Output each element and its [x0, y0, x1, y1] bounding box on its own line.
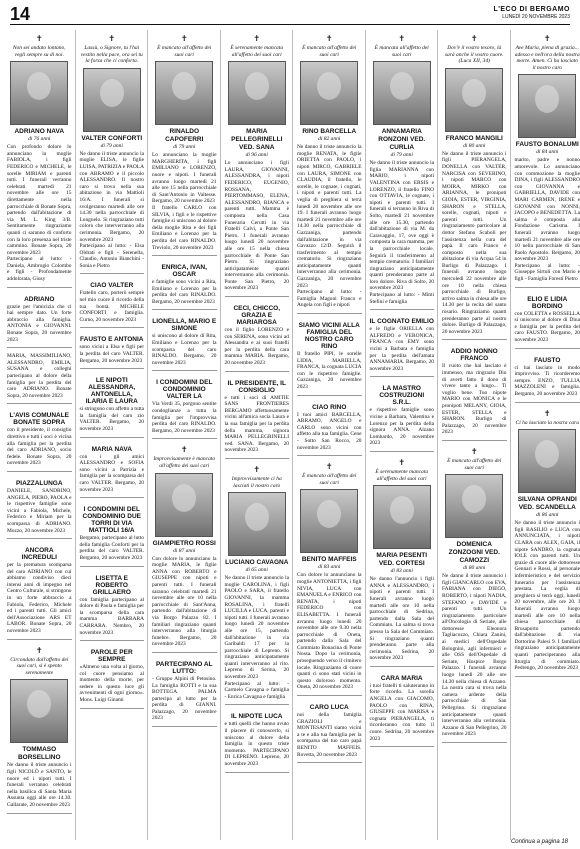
deceased-name: SILVANA OPRANDI VED. SCANDELLA — [517, 496, 577, 512]
notice-text: Ne danno il triste annuncio i figli BASILIO e LUCA con ANNUNCIATA, i nipoti CLARA con ALEX, GAIA, il nipote SANDRO, la cognata IOLE con parenti tutti. Un grazie di cuore alle dottoresse Gennari e Rossi, al personale infermieristico e del servizio funerario per l'assistenza prestata. La veglia di preghiera si terrà oggi, lunedì 20 novembre, alle ore 20. I funerali avranno luogo martedì alle ore 10 nella chiesa parrocchiale di Brusaporto partendo dall'abitazione di via Dottorino Palesi 9. I familiari ringraziano anticipatamente quanti parteciperanno alla liturgia di commiato. Pedrengo, 20 novembre 2023 — [514, 520, 580, 672]
continue-note: Continua a pagina 18 — [510, 839, 568, 845]
deceased-age: di 83 anni — [390, 568, 413, 575]
obituary-notice — [225, 30, 290, 297]
page-header — [10, 6, 570, 25]
obituary-notice — [297, 30, 362, 314]
notice-text: e rispettive famiglie sono vicine a Barbara, Valentina e Lorenzo per la perdita della signora ANNA. Alzano Lombardo, 20 novembre 2023 — [369, 407, 434, 447]
notice-text: Bergamo, partecipano al lutto della famiglia Conforti per la perdita del caro VALTER. Bergamo, 20 novembre 2023 — [79, 535, 144, 561]
notice-heading: PARTECIPANO AL LUTTO: — [155, 660, 213, 675]
deceased-name: FAUSTO BONALUMI — [515, 141, 579, 149]
notice-text: Via Verdi 35, porgono sentite condoglianze a tutta la famiglia per l'improvvisa perdita del caro RINALDO. Bergamo, 20 novembre 2023 — [152, 401, 217, 434]
cross-icon: ✝ — [35, 645, 43, 655]
notice-text: si stringono con affetto a tutta la famiglia del caro zio VALTER. Bergamo, 20 novembre 2023 — [79, 406, 144, 432]
obituary-notice — [7, 30, 72, 288]
notice-participants: Partecipano al lutto: - Carmelo Cavagna e famiglia - Enrica Cavagna e famiglia — [224, 680, 289, 700]
deceased-name: RINO BARCELLA — [302, 128, 357, 136]
deceased-name: MARIA PESENTI VED. CORTESI — [376, 552, 428, 568]
cross-icon: ✝ — [108, 34, 116, 43]
obituary-notice — [515, 290, 580, 349]
obituary-notice — [7, 406, 72, 472]
notice-heading: ANCORA INCREDULI — [21, 547, 57, 562]
obituary-notice — [80, 276, 145, 328]
obituary-notice — [7, 474, 72, 539]
deceased-age: di 80 anni — [463, 142, 486, 149]
deceased-age: di 76 anni — [28, 136, 51, 143]
deceased-age: di 86 anni — [536, 512, 559, 519]
cross-icon: ✝ — [180, 445, 188, 455]
notice-heading: IL COGNATO EMILIO — [369, 318, 434, 326]
deceased-name: DOMENICA ZONZOGNI VED. CAMOZZI — [448, 541, 500, 565]
notice-text: per la prematura scomparsa del caro ADRIANO con cui abbiamo condiviso dieci intensi anni di impegno nel Centro Culturale, si stringono in un forte abbraccio a Fabiola, Federico, Michele ed i parenti tutti. Gli amici dell'Associazione ARS ET LABOR. Bonate Sopra, 20 novembre 2023 — [7, 562, 72, 635]
notice-text: Il fratello PIPI, le sorelle LIDIA, MARIELLA, FRANCA, la cognata LUCIA con le rispettive famiglie. Gazzaniga, 20 novembre 2023 — [297, 351, 362, 390]
issue-date: LUNEDÌ 20 NOVEMBRE 2023 — [502, 14, 570, 20]
notice-text: e famiglie sono vicini a Rita, Emiliano e Lorenzo per la perdita del caro RINALDO. Bergamo, 20 novembre 2023 — [152, 279, 217, 305]
notice-participants: Partecipano al lutto: - Giuseppe Sirtoli con Mario e figli - Famiglia Forestí Pietro — [514, 262, 580, 283]
notice-text: Con dolore lo annunciano la moglie MARIA, le figlie ANNA con ROBERTO e GIUSEPPE con nipoti e parenti tutti. I funerali saranno celebrati martedì 21 novembre alle ore 10 nella parrocchiale di Sant'Anna, partendo dall'abitazione di via Borgo Palazzo 82. I familiari ringraziano quanti interverranno alla liturgia funebre. Bergamo, 20 novembre 2023 — [152, 555, 217, 648]
notice-intro: Improvvisamente ci ha lasciati il nostro caro — [231, 475, 282, 489]
notice-heading: SIAMO VICINI ALLA FAMIGLIA DEL NOSTRO CARO RINO — [298, 322, 360, 351]
notice-heading: LA MASTRO COSTRUZIONI S.R.L. — [379, 385, 425, 407]
notice-heading: LE NIPOTI ALESSANDRA, ANTONELLA, ILARIA E LAURA — [85, 377, 138, 406]
deceased-name: TOMMASO BORSELLINO — [17, 746, 61, 762]
obituary-notice — [152, 258, 217, 310]
notice-heading: CIAO VALTER — [90, 282, 134, 290]
notice-heading: ADDIO NONNO FRANCO — [450, 348, 498, 363]
deceased-name: LUCIANO CAVAGNA — [225, 559, 289, 567]
notice-text: I tuoi amici BARCELLA, ABRAMO, ANGELO e CARLO sono vicini con affetto alla tua famiglia. Cene - Sotto San Rocco, 20 novembre 2023 — [297, 411, 362, 451]
obituary-notice — [80, 371, 145, 437]
deceased-age: di 96 anni — [245, 152, 268, 159]
notice-heading: ADRIANO — [24, 295, 55, 303]
page-number: 14 — [10, 4, 31, 24]
obituary-notice — [80, 440, 145, 499]
obituary-notice — [7, 642, 72, 814]
newspaper-name: L'ECO DI BERGAMO — [493, 6, 570, 13]
obituary-notice — [80, 30, 145, 274]
notice-heading: CARA MARIA — [380, 674, 423, 682]
deceased-age: di 79 anni — [100, 142, 123, 149]
deceased-name: BENITO MAFFEIS — [301, 556, 357, 564]
notice-text: Ne danno il triste annuncio i figli PIERANGELA, DONELLA con VALTER, NARCISA con SEVERINO, i nipoti MARCO con MOIRA, MIRKO con ARIANNA, le pronipoti GIOIA, ESTER, VIRGINIA, SHARON e STELLA, sorelle, cognati, nipoti e parenti tutti. Un ringraziamento particolare al dottor Stefano Scaboli per l'assistenza nella cura del papà. Il caro Franco è composto nella sua abitazione di via Acqua 54 in Burligo di Palazzago. I funerali avranno luogo mercoledì 22 novembre alle ore 10 nella chiesa parrocchiale di Burligo, arrivo salma in chiesa alle ore 14.30 per la recita del santo rosario. Ringraziamo quanti prenderanno parte al nostro dolore. Burligo di Palazzago, 20 novembre 2023 — [442, 150, 507, 335]
deceased-age: di 83 anni — [318, 564, 341, 571]
notice-intro: È mancato all'affetto dei suoi cari — [447, 457, 502, 471]
notice-heading: FAUSTO — [534, 356, 561, 364]
cross-icon: ✝ — [398, 34, 406, 43]
notice-intro: Ci ha lasciato la nostra cara — [515, 419, 579, 426]
portrait-photo — [518, 429, 576, 493]
deceased-name: RINALDO CAPOFERRI — [165, 128, 204, 144]
deceased-age: di 84 anni — [536, 149, 559, 156]
notice-text: con famiglia partecipano al dolore di Paola e famiglia per la scomparsa della cara mamma BARBARA CARRARA. Nembro, 20 novembre 2023 — [79, 596, 144, 636]
cross-icon: ✝ — [35, 34, 43, 43]
notice-text: Ne danno il triste annuncio la moglie CAROLINA, i figli PAOLO e SARA, il fratello GIOVANNI, la mamma ROSALINA, i fratelli LUCILLA e LUCA, parenti e nipoti tutti. I funerali avranno luogo lunedì 20 novembre alle ore 15, partendo dall'abitazione in via Garibaldi 17 per la parrocchiale di Lepreno. Si ringraziano anticipatamente quanti interverranno al rito. Lepreno di Serina, 20 novembre 2023 — [224, 575, 289, 681]
notice-text: marito, padre e nonno amorevole. Lo annunciano con commozione la moglie DINA, i figli ALESSANDRO con GIOVANNA e GABRIELLA, DAVIDE con MARI CARMEN, IRENE e GIOVANNI con NONNI, JACOPO e BENEDETTA. La salma è composta alla Fondazione Carisma. I funerali avranno luogo martedì 21 novembre alle ore 10 nella parrocchiale di San Paolo Apostolo. Bergamo, 20 novembre 2023 — [514, 157, 580, 263]
portrait-photo — [155, 473, 213, 537]
column-1 — [4, 30, 76, 840]
deceased-age: di 65 anni — [245, 567, 268, 574]
notice-text: Il vuoto che hai lasciato è immenso, ma ringrazio Dio di averti fatto il dono di vivere tanto a lungo... Ti voglio bene. Tuo nipote MARIO con MONICA e le pronipoti MELANY, GIOIA, ESTER, STELLA e SHARON. Burligo di Palazzago, 20 novembre 2023 — [442, 363, 507, 436]
notice-text: con i gli amici ALESSANDRO e SOFIA sono vicini a Patrizia e famiglia per la scomparsa del caro VALTER. Bergamo, 20 novembre 2023 — [79, 453, 144, 493]
cross-icon: ✝ — [398, 457, 406, 467]
portrait-photo — [445, 68, 503, 132]
obituary-notice — [515, 351, 580, 403]
notice-text: Ne danno il triste annuncio la figlia MARIANNA con MARIO, i nipoti VALENTINA con ERSIS e LORENZO, il fratello FINO con OTTAVIA, le cognate, i nipoti e parenti tutti. I funerali si terranno in Riva di Solto, martedì 21 novembre alle ore 15.30, partendo dall'abitazione di via M. da Caravaggio, 17, ove oggi è composta la cara mamma, per la parrocchiale locale. Seguirà il trasferimento al tempio crematorio. I familiari ringraziano anticipatamente quanti prenderanno parte al loro dolore. Riva di Solto, 20 novembre 2023 — [369, 160, 435, 292]
obituary-notice — [80, 500, 145, 566]
notice-heading: LIONELLA, MARIO E SIMONE — [152, 318, 217, 333]
notice-intro: È mancato all'affetto dei suoi cari — [302, 473, 357, 486]
notice-text: Ne danno l'annuncio i figli ANNA e ALESSANDRO, i nipoti e parenti tutti. I funerali avranno luogo martedì alle ore 10 nella parrocchiale di Sedrina, partendo dalla Sala del Commiato. La salma si trova presso la Sala del Commiato. Si ringraziano quanti prenderanno parte alla cerimonia. Sedrina, 20 novembre 2023 — [369, 576, 434, 662]
cross-icon: ✝ — [253, 34, 261, 43]
column-6 — [367, 30, 439, 840]
notice-heading: CIAO RINO — [312, 403, 347, 411]
notice-text: i tuoi fratelli ti saluteranno in forte ricordo. La sorella ANGELA con GIACOMO, PAOLO con RINA, GIUSEPPE con MARISA e cognata PIERANGELA, ti ricorderanno con tutto il cuore. Sedrina, 20 novembre 2023 — [369, 682, 434, 742]
notice-text: noi della famiglia GRAZIOLI e MONTESANTI siamo vicini a te e alla tua famiglia per la scomparsa del tuo caro papà BENITO MAFFEIS. Rovetta, 20 novembre 2023 — [297, 712, 362, 758]
obituary-notice — [152, 373, 217, 439]
notice-text: MARIA, MASSIMILIANO, ALESSANDRO, EMILIA, SUSANA e colleghi partecipano al dolore della famiglia per la perdita del caro ADRIANO. Bonate Sopra, 20 novembre 2023 — [7, 353, 72, 399]
notice-text: sono vicini a Elsa e figli per la perdita del caro VALTER. Bergamo, 20 novembre 2023 — [79, 344, 144, 364]
notice-text: con il presidente, il consiglio direttivo e tutti i soci è vicina alla famiglia per la perdita del caro ADRIANO, socio fedele. Bonate Sopra, 20 novembre 2023 — [7, 427, 72, 467]
portrait-photo — [518, 74, 576, 138]
deceased-name: FRANCO MANGILI — [445, 134, 503, 142]
notice-heading: LISETTA E ROBERTO GRILLAERO — [92, 574, 131, 596]
notice-heading: CECI, CHICCO, GRAZIA E MARIAROSA — [233, 305, 281, 327]
notice-heading: PAROLE PER SEMPRE — [90, 649, 133, 664]
notice-quote: Dov'è il vostro tesoro, là sarà anche il vostro cuore. (Luca XII, 34) — [444, 45, 504, 65]
deceased-name: MARIA PELLEGRINELLI VED. SANA — [231, 128, 283, 152]
notice-text: si uniscono al dolore di Rita, Emiliano e Lorenzo per la scomparsa del caro RINALDO. Bergamo, 20 novembre 2023 — [152, 333, 217, 366]
obituary-notice — [297, 316, 362, 396]
notice-text: Lo annunciano i figli LAURA, GIOVANNI, ALESSANDRA, i nipoti FEDERICO, EUGENIO, ROSSANA, PIERTOMMASO, ELENA, ALESSANDRO, BIANCA e parenti tutti. Mamma è composta nella Casa Funeraria Cerutti in via Fratelli Calvi, a Ponte San Pietro. I funerali avranno luogo lunedì 20 novembre alle ore 15 nella chiesa parrocchiale di Ponte San Pietro. Si ringraziano anticipatamente quanti interverranno alla cerimonia. Ponte San Pietro, 20 novembre 2023 — [224, 160, 289, 292]
deceased-age: di 79 anni — [173, 144, 196, 151]
deceased-age: di 87 anni — [173, 547, 196, 554]
notice-intro: È mancato all'affetto dei suoi cari — [157, 45, 212, 58]
obituary-notice — [442, 30, 507, 340]
obituary-notice — [7, 290, 72, 349]
portrait-photo — [300, 61, 358, 125]
column-8 — [512, 30, 580, 840]
deceased-name: VALTER CONFORTI — [81, 134, 143, 142]
notice-quote: Lassù, o Signore, tu l'hai vestito nella pace, ora sei tu la forza che ci conforta. — [80, 45, 143, 65]
obituary-notice — [442, 443, 507, 743]
notice-heading: IL PRESIDENTE, IL CONSIGLIO — [227, 379, 286, 394]
obituary-notice — [80, 569, 145, 642]
notice-participants: Partecipano al lutto: - Daniela, Ambrogio Colombo e figli - Profondamente addolorata, Giusy — [7, 256, 72, 283]
cross-icon: ✝ — [470, 446, 478, 456]
notice-heading: ENRICA, IVAN, OSCAR — [161, 264, 207, 279]
notice-text: DANIELE, SANDRINO, ANGELA, PIERO, PAOLA e le rispettive famiglie sono vicini a Fabiola, Michele, Federico e Miriam per la scomparsa di ADRIANO. Mozzo, 20 novembre 2023 — [7, 487, 72, 534]
obituary-notice — [152, 655, 217, 727]
notice-heading: FAUSTO E ANTONIA — [80, 336, 144, 344]
obituary-notice — [515, 30, 580, 288]
obituary-notice — [370, 669, 435, 747]
obituary-notice — [370, 454, 435, 667]
portrait-photo — [373, 61, 431, 125]
obituary-notice — [442, 342, 507, 441]
portrait-photo — [155, 61, 213, 125]
notice-participants: Partecipano al lutto: - Mimi Stefini e famiglia — [369, 292, 434, 305]
portrait-photo — [445, 474, 503, 538]
notice-participants: Il fratello CARLO con SILVIA, i figli e le rispettive famiglie si uniscono al dolore della moglie Rita e dei figli Emiliano e Lorenzo per la perdita del caro RINALDO. Treviolo, 20 novembre 2023 — [152, 204, 217, 251]
obituary-notice — [7, 350, 72, 404]
notice-text: Fratello caro, porterò sempre nel mio cuore il ricordo della tua bontà. MICHELE CONFORTI e famiglia. Curno, 20 novembre 2023 — [79, 290, 144, 323]
obituary-notice — [80, 643, 145, 709]
notice-quote: Ave Maria, piena di grazia... adesso e nell'ora della nostra morte. Amen. Ci ha lasciato il nostro caro — [514, 45, 580, 71]
deceased-age: di 82 anni — [318, 136, 341, 143]
column-7 — [439, 30, 511, 840]
obituary-notice — [370, 379, 435, 452]
column-5 — [294, 30, 366, 840]
notice-participants: Partecipano al lutto: - Elsa Oldrati e figli - Serenella, Claudio, Antonio Bianchini - Sonia e Pietro — [79, 243, 144, 269]
notice-intro: È mancata all'affetto dei suoi cari — [374, 45, 429, 58]
deceased-name: GIAMPIETRO ROSSI — [152, 539, 216, 547]
notice-text: Ne danno il triste annuncio i figli NICOLÒ e SANTO, le nuore ed i nipoti tutti. I funerali verranno celebrati nella basilica di Santa Maria Assunta oggi alle ore 14.30. Gallarate, 20 novembre 2023 — [7, 762, 72, 808]
obituary-notice — [297, 698, 362, 763]
notice-text: Con dolore lo annunciano la moglie ANTONIETTA, i figli NIVIA, LUCA con EMANUELA e ENRICO con RENATA, i nipoti FEDERICO con ELISABETTA. I funerali avranno luogo lunedì 20 novembre alle ore 9.30 nella parrocchiale di Oneta, partendo dalla Sala del Commiato Bonacina di Ponte Nossa. Dopo la cerimonia, proseguendo verso il cimitero locale. Ringraziamo di cuore quanti ci sono stati vicini in questo doloroso momento. Oneta, 20 novembre 2023 — [297, 572, 362, 691]
notice-heading: L'AVIS COMUNALE BONATE SOPRA — [9, 412, 70, 427]
deceased-age: di 80 anni — [463, 565, 486, 572]
deceased-age: di 79 anni — [390, 152, 413, 159]
column-2 — [77, 30, 149, 840]
obituary-notice — [225, 374, 290, 459]
notice-text: e tutti i soci di AMITIE SANS FRONTIERES BERGAMO affettuosamente vicini all'amica socia Laura e la sua famiglia per la perdita della mamma, signora MARIA PELLEGRINELLI ved. SANA. Bergamo, 20 novembre 2023 — [224, 394, 289, 454]
notice-text: «Almeno una volta al giorno, col cuore pensiamo al momento della morte, per sedere in questo luce gli avvenimenti di ogni giorno». Mons. Luigi Ginami — [79, 664, 144, 704]
obituary-notice — [80, 330, 145, 369]
cross-icon: ✝ — [470, 34, 478, 43]
notice-text: Con profondo dolore lo annunciano la moglie FABIOLA, i figli FEDERICO e MICHELE, le sorelle MIRIAM e parenti tutti. I funerali verranno celebrati martedì 21 novembre alle ore 15 direttamente nella parrocchiale di Bonate Sopra, partendo dall'abitazione di via M. L. King 3/B. Sentitamente ringraziamo quanti ci saranno di conforto con la loro presenza nel triste cammino. Bonate Sopra, 20 novembre 2023 — [7, 144, 72, 256]
obituary-notice — [225, 707, 290, 772]
deceased-name: ANNAMARIA RONZONI VED. CURLIA — [378, 128, 426, 152]
obituary-notice — [297, 458, 362, 696]
notice-intro: Circondato dall'affetto dei suoi cari, si è spento serenamente — [10, 656, 69, 676]
notice-heading: MARIA NAVA — [91, 445, 132, 453]
cross-icon: ✝ — [543, 408, 551, 418]
obituary-notice — [225, 299, 290, 372]
portrait-photo — [300, 489, 358, 553]
notice-heading: CARO LUCA — [309, 704, 349, 712]
cross-icon: ✝ — [543, 34, 551, 43]
notice-text: Lo annunciano la moglie MARGHERITA, i figli EMILIANO e LORENZO, nuore e nipoti. I funerali avranno luogo martedì 21 alle ore 15 nella parrocchiale di Sant'Antonio in Valtesse. Bergamo, 20 novembre 2023 — [152, 152, 217, 205]
notice-heading: ELIO E LIDIA BORDINO — [527, 295, 568, 310]
notice-text: con COLETTA e ROSSELLA si uniscono al dolore di Dina e famiglia per la perdita del caro FAUSTO. Bergamo, 20 novembre 2023 — [514, 310, 580, 344]
notice-text: Ne danno il triste annuncio i figli GIANCARLO con EVA, FABIANA con DIEGO, ROBERTO, i nipoti NADIA, STEFANO e DAVIDE e parenti tutti. Un ringraziamento particolare all'Oncologia di Seriate, alle dottoresse Eleonora Tagliacozzo, Chiara Zanini, ai medici dell'Ospedale Bolognini, agli infermieri e alle OSS dell'Ospedale di Seriate, Hospice Borgo Palazzo. I funerali avranno luogo lunedì 20 alle ore 14.30 nella chiesa di Azzano. La nostra cara si trova nella camera ardente della parrocchiale di San Pellegrino. Si ringraziano anticipatamente quanti interverranno alla cerimonia. Azzano di San Pellegrino, 20 novembre 2023 — [442, 573, 507, 738]
notice-text: Ne danno il triste annuncio la moglie RENATA, le figlie ORIETTA con PAOLO, i nipoti MIRCO, GABRIELE con LAURA, SIMONE con CLAUDIA, il fratello, le sorelle, le cognate, i cognati, i nipoti e parenti tutti. La veglia di preghiera si terrà lunedì 20 novembre alle ore 19. I funerali avranno luogo martedì 21 novembre alle ore 14.30 nella parrocchiale di Gazzaniga, partendo dall'abitazione in via Gavazzo 12/D. Seguirà il trasferimento al tempio crematorio. Si ringraziano anticipatamente quanti interverranno alla cerimonia. Gazzaniga, 20 novembre 2023 — [297, 144, 362, 289]
notice-text: Ne danno il triste annuncio la moglie ELISA, le figlie LUISA, PATRIZIA e PAOLA con ABRAMO e il piccolo ALESSANDRO. Il nostro caro si trova nella sua abitazione in via Mattioli 16/A. I funerali si svolgeranno martedì alle ore 14.30 nella parrocchiale di Longuelo. Si ringraziano tutti coloro che interverranno alla cerimonia. Bergamo, 20 novembre 2023 — [79, 150, 144, 243]
notice-text: - Gruppo Alpini di Petosino. La famiglia ROTTI e la sua BOTTEGA PALMA partecipa al lutto per la perdita di GIANNI. Palazzago, 20 novembre 2023 — [152, 675, 217, 722]
obituary-notice — [225, 461, 290, 705]
obituary-notice — [152, 312, 217, 371]
cross-icon: ✝ — [253, 464, 261, 474]
notice-heading: I CONDOMINI DEL CONDOMINIO DUE TORRI DI VIA MATTIOLI 16/A — [82, 506, 141, 535]
obituary-notice — [370, 30, 435, 310]
obituary-notice — [370, 312, 435, 377]
notice-text: grazie per l'amicizia che ci hai sempre dato. Un forte abbraccio alla famiglia. ANTONIA e GIOVANNI. Bonate Sopra, 20 novembre 2023 — [7, 303, 72, 343]
notice-intro: È serenamente mancata all'affetto dei suoi cari — [230, 45, 284, 58]
notice-text: e tutti quelli che hanno avuto il piacere di conoscerlo, si uniscono al dolore della famiglia in questo triste momento. PARTECIPANO DI LEPRENO. Lepreno, 20 novembre 2023 — [224, 721, 289, 767]
notice-text: con il figlio LORENZO e con SERENA, sono vicini ad Alessandra e ai suoi fratelli per la perdita della cara mamma MARIA. Bergamo, 20 novembre 2023 — [224, 327, 289, 367]
deceased-name: ADRIANO NAVA — [14, 128, 65, 136]
notice-intro: È mancato all'affetto dei suoi cari — [302, 45, 357, 58]
obituary-notice — [515, 405, 580, 677]
notice-intro: Non sei andato lontano, vegli sempre su di noi. — [12, 45, 66, 58]
obituary-notice — [152, 441, 217, 653]
cross-icon: ✝ — [325, 34, 333, 43]
portrait-photo — [228, 61, 286, 125]
notice-participants: Partecipano al lutto: - Famiglia Magoni Franco e Angela con figli e nipoti — [297, 289, 362, 309]
notice-heading: I CONDOMINI DEL CONDOMINIO VALTER LA — [156, 379, 213, 401]
notice-intro: Improvvisamente è mancato all'affetto dei suoi cari — [153, 456, 216, 469]
notice-heading: IL NIPOTE LUCA — [230, 713, 283, 721]
portrait-photo — [10, 61, 68, 125]
notice-heading: PIAZZALUNGA — [15, 479, 63, 487]
obituary-notice — [7, 541, 72, 640]
cross-icon: ✝ — [325, 462, 333, 472]
cross-icon: ✝ — [180, 34, 188, 43]
portrait-photo — [228, 492, 286, 556]
obituary-notice — [297, 398, 362, 457]
notice-text: e le figlie ORIELLA con ALFREDO e VERONICA, FRANCA con EMY sono vicini a Barbara e famiglia per la perdita dell'amata ANNAMARIA. Bergamo, 20 novembre 2023 — [369, 326, 434, 372]
portrait-photo — [373, 485, 431, 549]
notice-intro: È serenamente mancata all'affetto dei suoi cari — [375, 468, 429, 482]
obituary-notice — [152, 30, 217, 256]
portrait-photo — [83, 68, 141, 132]
column-3 — [149, 30, 221, 840]
notice-text: ci hai lasciato in modo improvviso. Ti ricorderemo sempre. ENZO, TULLIA MAZZOLENI e famiglia. Bergamo, 20 novembre 2023 — [514, 364, 580, 397]
column-4 — [222, 30, 294, 840]
portrait-photo — [10, 679, 68, 743]
